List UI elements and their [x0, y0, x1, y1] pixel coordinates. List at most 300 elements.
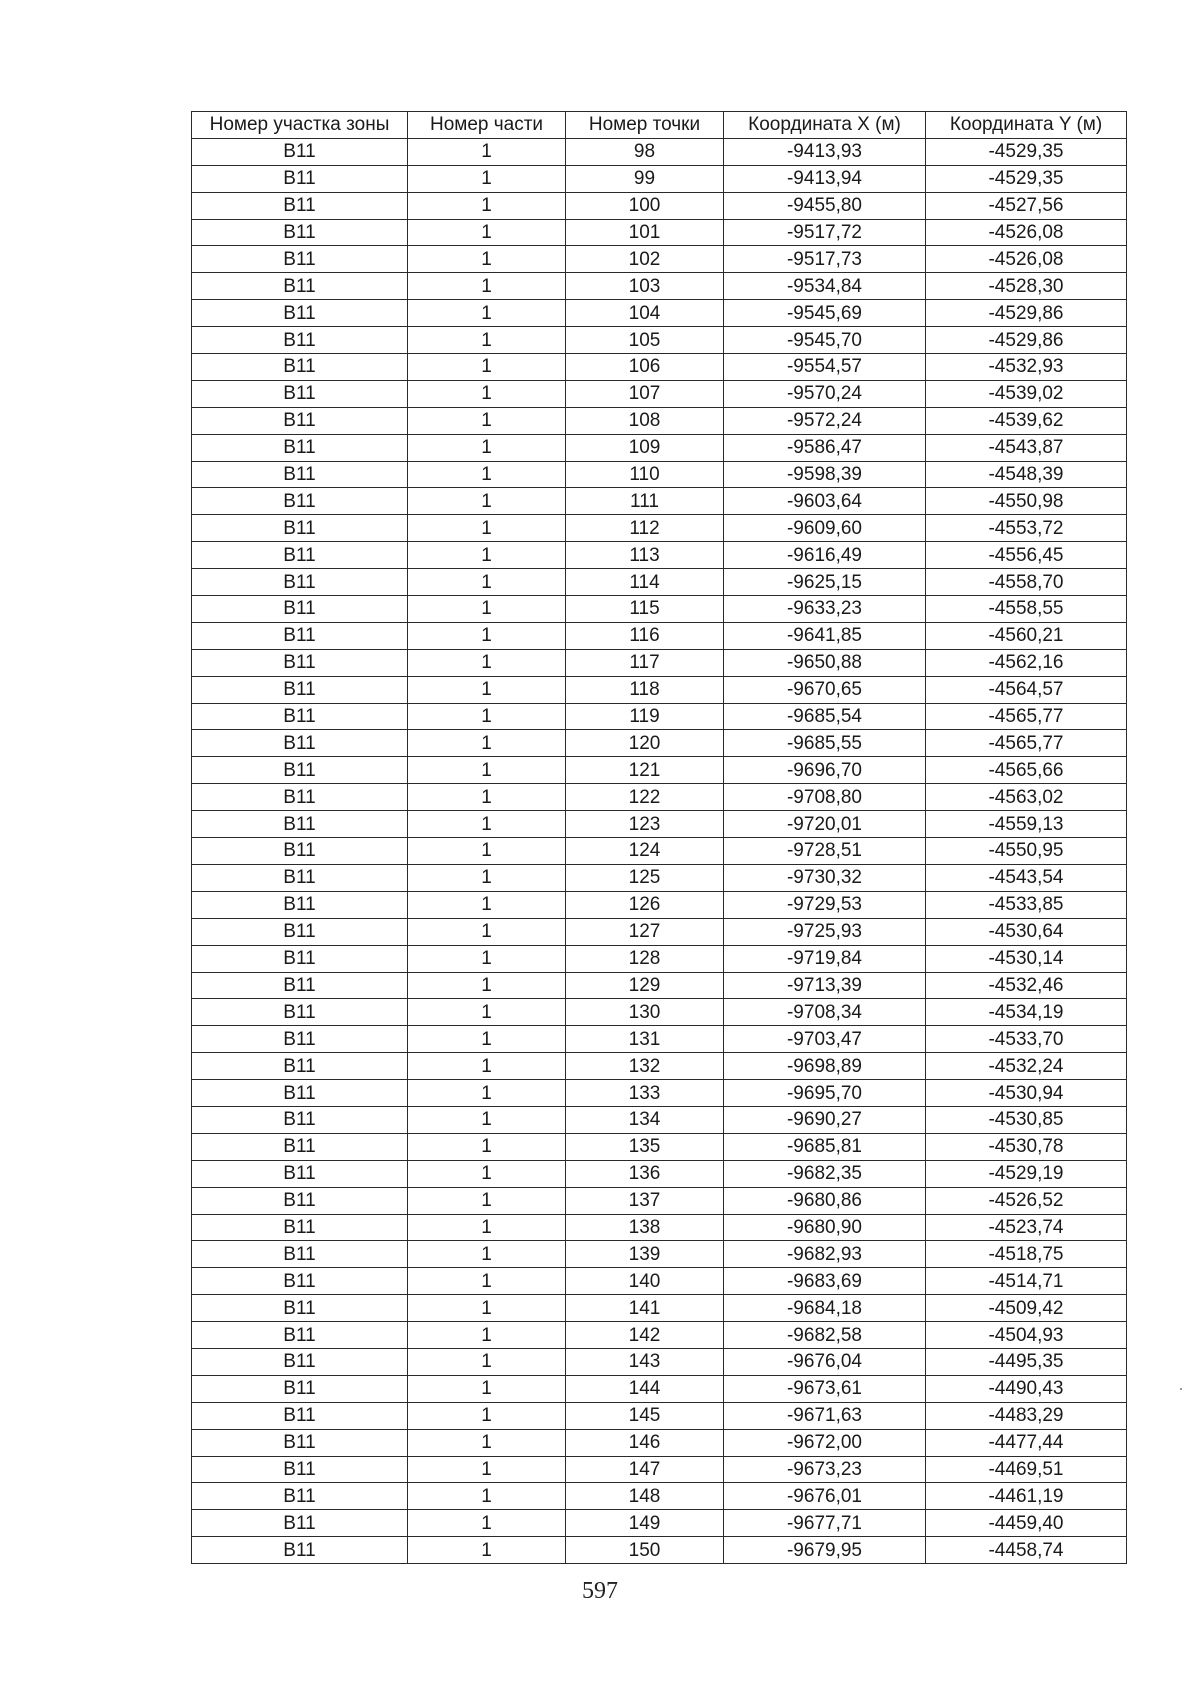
zone-section-number-cell: В11 — [192, 515, 408, 542]
part-number-cell: 1 — [408, 461, 566, 488]
zone-section-number-cell: В11 — [192, 1402, 408, 1429]
page-number: 597 — [582, 1578, 618, 1604]
coordinate-x-cell: -9545,69 — [724, 300, 926, 327]
coordinate-y-cell: -4559,13 — [926, 811, 1127, 838]
part-number-cell: 1 — [408, 1133, 566, 1160]
point-number-cell: 129 — [566, 972, 724, 999]
coordinate-y-cell: -4550,95 — [926, 838, 1127, 865]
table-row — [192, 703, 1127, 730]
point-number-cell: 116 — [566, 622, 724, 649]
part-number-cell: 1 — [408, 542, 566, 569]
table-row — [192, 676, 1127, 703]
table-row — [192, 354, 1127, 381]
zone-section-number-cell: В11 — [192, 838, 408, 865]
zone-section-number-cell: В11 — [192, 1429, 408, 1456]
coordinate-y-cell: -4534,19 — [926, 999, 1127, 1026]
zone-section-number-cell: В11 — [192, 354, 408, 381]
coordinate-y-cell: -4477,44 — [926, 1429, 1127, 1456]
table-row — [192, 999, 1127, 1026]
table-row — [192, 596, 1127, 623]
coordinate-y-cell: -4526,52 — [926, 1187, 1127, 1214]
point-number-cell: 132 — [566, 1053, 724, 1080]
point-number-cell: 143 — [566, 1348, 724, 1375]
point-number-cell: 150 — [566, 1537, 724, 1564]
table-row — [192, 972, 1127, 999]
zone-section-number-cell: В11 — [192, 542, 408, 569]
point-number-cell: 126 — [566, 891, 724, 918]
part-number-cell: 1 — [408, 784, 566, 811]
coordinate-x-cell: -9698,89 — [724, 1053, 926, 1080]
part-number-cell: 1 — [408, 1026, 566, 1053]
point-number-cell: 125 — [566, 864, 724, 891]
point-number-cell: 115 — [566, 596, 724, 623]
coordinate-x-cell: -9517,73 — [724, 246, 926, 273]
coordinate-y-cell: -4495,35 — [926, 1348, 1127, 1375]
coordinate-y-cell: -4459,40 — [926, 1510, 1127, 1537]
coordinate-x-cell: -9677,71 — [724, 1510, 926, 1537]
header-part-number: Номер части — [408, 112, 566, 139]
point-number-cell: 133 — [566, 1080, 724, 1107]
part-number-cell: 1 — [408, 1214, 566, 1241]
zone-section-number-cell: В11 — [192, 596, 408, 623]
coordinate-x-cell: -9708,80 — [724, 784, 926, 811]
point-number-cell: 123 — [566, 811, 724, 838]
zone-section-number-cell: В11 — [192, 703, 408, 730]
table-row — [192, 192, 1127, 219]
table-row — [192, 1348, 1127, 1375]
part-number-cell: 1 — [408, 515, 566, 542]
point-number-cell: 142 — [566, 1322, 724, 1349]
scan-speck — [1180, 1388, 1182, 1390]
part-number-cell: 1 — [408, 1268, 566, 1295]
coordinate-y-cell: -4530,14 — [926, 945, 1127, 972]
coordinate-x-cell: -9680,86 — [724, 1187, 926, 1214]
part-number-cell: 1 — [408, 945, 566, 972]
zone-section-number-cell: В11 — [192, 1160, 408, 1187]
point-number-cell: 114 — [566, 569, 724, 596]
table-row — [192, 1429, 1127, 1456]
table-body — [192, 138, 1127, 1563]
table-row — [192, 757, 1127, 784]
table-row — [192, 434, 1127, 461]
part-number-cell: 1 — [408, 1375, 566, 1402]
zone-section-number-cell: В11 — [192, 273, 408, 300]
coordinate-y-cell: -4526,08 — [926, 219, 1127, 246]
part-number-cell: 1 — [408, 972, 566, 999]
point-number-cell: 98 — [566, 138, 724, 165]
zone-section-number-cell: В11 — [192, 622, 408, 649]
table-row — [192, 461, 1127, 488]
point-number-cell: 110 — [566, 461, 724, 488]
zone-section-number-cell: В11 — [192, 1537, 408, 1564]
coordinate-x-cell: -9633,23 — [724, 596, 926, 623]
table-row — [192, 1483, 1127, 1510]
coordinate-y-cell: -4553,72 — [926, 515, 1127, 542]
coordinate-y-cell: -4539,02 — [926, 380, 1127, 407]
coordinate-y-cell: -4533,85 — [926, 891, 1127, 918]
point-number-cell: 113 — [566, 542, 724, 569]
coordinate-x-cell: -9545,70 — [724, 327, 926, 354]
point-number-cell: 141 — [566, 1295, 724, 1322]
coordinate-x-cell: -9680,90 — [724, 1214, 926, 1241]
coordinate-x-cell: -9682,58 — [724, 1322, 926, 1349]
coordinate-y-cell: -4529,86 — [926, 327, 1127, 354]
coordinate-y-cell: -4469,51 — [926, 1456, 1127, 1483]
point-number-cell: 109 — [566, 434, 724, 461]
coordinate-x-cell: -9728,51 — [724, 838, 926, 865]
table-row — [192, 300, 1127, 327]
table-row — [192, 1402, 1127, 1429]
coordinate-x-cell: -9673,61 — [724, 1375, 926, 1402]
coordinate-x-cell: -9572,24 — [724, 407, 926, 434]
zone-section-number-cell: В11 — [192, 1456, 408, 1483]
table-row — [192, 1133, 1127, 1160]
table-row — [192, 327, 1127, 354]
header-coordinate-x: Координата X (м) — [724, 112, 926, 139]
zone-section-number-cell: В11 — [192, 165, 408, 192]
part-number-cell: 1 — [408, 1295, 566, 1322]
table-header — [192, 112, 1127, 139]
zone-section-number-cell: В11 — [192, 1348, 408, 1375]
coordinate-y-cell: -4532,24 — [926, 1053, 1127, 1080]
coordinate-x-cell: -9676,01 — [724, 1483, 926, 1510]
zone-section-number-cell: В11 — [192, 730, 408, 757]
part-number-cell: 1 — [408, 1348, 566, 1375]
table-row — [192, 1241, 1127, 1268]
table-row — [192, 1456, 1127, 1483]
coordinate-y-cell: -4514,71 — [926, 1268, 1127, 1295]
zone-section-number-cell: В11 — [192, 1187, 408, 1214]
coordinate-x-cell: -9517,72 — [724, 219, 926, 246]
coordinate-y-cell: -4543,87 — [926, 434, 1127, 461]
point-number-cell: 99 — [566, 165, 724, 192]
coordinate-x-cell: -9685,54 — [724, 703, 926, 730]
zone-section-number-cell: В11 — [192, 407, 408, 434]
table-row — [192, 1375, 1127, 1402]
coordinate-y-cell: -4563,02 — [926, 784, 1127, 811]
part-number-cell: 1 — [408, 354, 566, 381]
zone-section-number-cell: В11 — [192, 1483, 408, 1510]
zone-section-number-cell: В11 — [192, 1510, 408, 1537]
coordinate-x-cell: -9729,53 — [724, 891, 926, 918]
point-number-cell: 130 — [566, 999, 724, 1026]
table-row — [192, 838, 1127, 865]
zone-section-number-cell: В11 — [192, 1268, 408, 1295]
coordinate-y-cell: -4530,78 — [926, 1133, 1127, 1160]
coordinate-x-cell: -9725,93 — [724, 918, 926, 945]
part-number-cell: 1 — [408, 649, 566, 676]
table-row — [192, 542, 1127, 569]
part-number-cell: 1 — [408, 273, 566, 300]
coordinate-y-cell: -4530,85 — [926, 1106, 1127, 1133]
point-number-cell: 120 — [566, 730, 724, 757]
zone-section-number-cell: В11 — [192, 1295, 408, 1322]
coordinate-x-cell: -9720,01 — [724, 811, 926, 838]
zone-section-number-cell: В11 — [192, 434, 408, 461]
part-number-cell: 1 — [408, 1053, 566, 1080]
part-number-cell: 1 — [408, 246, 566, 273]
part-number-cell: 1 — [408, 1483, 566, 1510]
table-row — [192, 622, 1127, 649]
table-row — [192, 1187, 1127, 1214]
zone-section-number-cell: В11 — [192, 569, 408, 596]
coordinate-x-cell: -9682,93 — [724, 1241, 926, 1268]
zone-section-number-cell: В11 — [192, 649, 408, 676]
coordinate-x-cell: -9719,84 — [724, 945, 926, 972]
table-row — [192, 1214, 1127, 1241]
coordinate-x-cell: -9570,24 — [724, 380, 926, 407]
coordinate-x-cell: -9684,18 — [724, 1295, 926, 1322]
zone-section-number-cell: В11 — [192, 246, 408, 273]
coordinate-y-cell: -4458,74 — [926, 1537, 1127, 1564]
zone-section-number-cell: В11 — [192, 1026, 408, 1053]
coordinate-y-cell: -4529,35 — [926, 138, 1127, 165]
zone-section-number-cell: В11 — [192, 811, 408, 838]
part-number-cell: 1 — [408, 1429, 566, 1456]
coordinate-y-cell: -4556,45 — [926, 542, 1127, 569]
zone-section-number-cell: В11 — [192, 1241, 408, 1268]
header-row — [192, 112, 1127, 139]
part-number-cell: 1 — [408, 918, 566, 945]
coordinate-x-cell: -9696,70 — [724, 757, 926, 784]
table-row — [192, 649, 1127, 676]
coordinate-x-cell: -9641,85 — [724, 622, 926, 649]
point-number-cell: 106 — [566, 354, 724, 381]
coordinate-x-cell: -9708,34 — [724, 999, 926, 1026]
part-number-cell: 1 — [408, 1402, 566, 1429]
part-number-cell: 1 — [408, 1187, 566, 1214]
point-number-cell: 139 — [566, 1241, 724, 1268]
point-number-cell: 136 — [566, 1160, 724, 1187]
zone-section-number-cell: В11 — [192, 757, 408, 784]
coordinate-y-cell: -4565,66 — [926, 757, 1127, 784]
part-number-cell: 1 — [408, 434, 566, 461]
part-number-cell: 1 — [408, 219, 566, 246]
coordinate-x-cell: -9703,47 — [724, 1026, 926, 1053]
point-number-cell: 138 — [566, 1214, 724, 1241]
coordinate-x-cell: -9603,64 — [724, 488, 926, 515]
part-number-cell: 1 — [408, 569, 566, 596]
part-number-cell: 1 — [408, 999, 566, 1026]
part-number-cell: 1 — [408, 300, 566, 327]
coordinate-y-cell: -4530,94 — [926, 1080, 1127, 1107]
coordinate-y-cell: -4533,70 — [926, 1026, 1127, 1053]
coordinate-y-cell: -4529,19 — [926, 1160, 1127, 1187]
table-row — [192, 945, 1127, 972]
point-number-cell: 105 — [566, 327, 724, 354]
coordinate-y-cell: -4530,64 — [926, 918, 1127, 945]
part-number-cell: 1 — [408, 757, 566, 784]
coordinate-x-cell: -9683,69 — [724, 1268, 926, 1295]
table-row — [192, 165, 1127, 192]
table-row — [192, 273, 1127, 300]
point-number-cell: 108 — [566, 407, 724, 434]
coordinate-y-cell: -4483,29 — [926, 1402, 1127, 1429]
zone-section-number-cell: В11 — [192, 488, 408, 515]
zone-section-number-cell: В11 — [192, 972, 408, 999]
table-row — [192, 1295, 1127, 1322]
header-coordinate-y: Координата Y (м) — [926, 112, 1127, 139]
header-point-number: Номер точки — [566, 112, 724, 139]
coordinate-y-cell: -4562,16 — [926, 649, 1127, 676]
point-number-cell: 147 — [566, 1456, 724, 1483]
zone-section-number-cell: В11 — [192, 1106, 408, 1133]
part-number-cell: 1 — [408, 1241, 566, 1268]
table-row — [192, 219, 1127, 246]
zone-section-number-cell: В11 — [192, 1322, 408, 1349]
coordinate-y-cell: -4529,86 — [926, 300, 1127, 327]
zone-section-number-cell: В11 — [192, 864, 408, 891]
coordinate-x-cell: -9650,88 — [724, 649, 926, 676]
part-number-cell: 1 — [408, 596, 566, 623]
coordinate-x-cell: -9554,57 — [724, 354, 926, 381]
coordinate-y-cell: -4461,19 — [926, 1483, 1127, 1510]
coordinate-x-cell: -9586,47 — [724, 434, 926, 461]
table-row — [192, 380, 1127, 407]
coordinate-y-cell: -4564,57 — [926, 676, 1127, 703]
table-row — [192, 488, 1127, 515]
point-number-cell: 112 — [566, 515, 724, 542]
point-number-cell: 122 — [566, 784, 724, 811]
table-row — [192, 1106, 1127, 1133]
coordinate-x-cell: -9413,93 — [724, 138, 926, 165]
coordinate-y-cell: -4543,54 — [926, 864, 1127, 891]
coordinate-y-cell: -4527,56 — [926, 192, 1127, 219]
part-number-cell: 1 — [408, 1456, 566, 1483]
coordinate-x-cell: -9685,81 — [724, 1133, 926, 1160]
point-number-cell: 140 — [566, 1268, 724, 1295]
part-number-cell: 1 — [408, 407, 566, 434]
zone-section-number-cell: В11 — [192, 327, 408, 354]
point-number-cell: 111 — [566, 488, 724, 515]
coordinate-y-cell: -4523,74 — [926, 1214, 1127, 1241]
point-number-cell: 100 — [566, 192, 724, 219]
coordinate-y-cell: -4509,42 — [926, 1295, 1127, 1322]
part-number-cell: 1 — [408, 380, 566, 407]
point-number-cell: 119 — [566, 703, 724, 730]
point-number-cell: 107 — [566, 380, 724, 407]
part-number-cell: 1 — [408, 1106, 566, 1133]
point-number-cell: 135 — [566, 1133, 724, 1160]
table-row — [192, 918, 1127, 945]
point-number-cell: 148 — [566, 1483, 724, 1510]
part-number-cell: 1 — [408, 622, 566, 649]
point-number-cell: 104 — [566, 300, 724, 327]
table-row — [192, 407, 1127, 434]
zone-section-number-cell: В11 — [192, 461, 408, 488]
coordinate-y-cell: -4532,46 — [926, 972, 1127, 999]
part-number-cell: 1 — [408, 891, 566, 918]
table-row — [192, 138, 1127, 165]
table-row — [192, 515, 1127, 542]
coordinate-y-cell: -4529,35 — [926, 165, 1127, 192]
coordinate-y-cell: -4504,93 — [926, 1322, 1127, 1349]
coordinate-y-cell: -4539,62 — [926, 407, 1127, 434]
coordinate-x-cell: -9671,63 — [724, 1402, 926, 1429]
zone-section-number-cell: В11 — [192, 1375, 408, 1402]
coordinate-x-cell: -9413,94 — [724, 165, 926, 192]
part-number-cell: 1 — [408, 1322, 566, 1349]
coordinate-x-cell: -9673,23 — [724, 1456, 926, 1483]
zone-section-number-cell: В11 — [192, 999, 408, 1026]
coordinate-x-cell: -9670,65 — [724, 676, 926, 703]
point-number-cell: 101 — [566, 219, 724, 246]
table-row — [192, 1510, 1127, 1537]
zone-section-number-cell: В11 — [192, 1080, 408, 1107]
coordinate-y-cell: -4558,70 — [926, 569, 1127, 596]
coordinate-y-cell: -4548,39 — [926, 461, 1127, 488]
part-number-cell: 1 — [408, 1080, 566, 1107]
coordinate-x-cell: -9676,04 — [724, 1348, 926, 1375]
coordinate-y-cell: -4550,98 — [926, 488, 1127, 515]
table-row — [192, 1537, 1127, 1564]
table-row — [192, 784, 1127, 811]
table-row — [192, 1160, 1127, 1187]
coordinate-x-cell: -9679,95 — [724, 1537, 926, 1564]
zone-section-number-cell: В11 — [192, 138, 408, 165]
point-number-cell: 144 — [566, 1375, 724, 1402]
zone-section-number-cell: В11 — [192, 676, 408, 703]
part-number-cell: 1 — [408, 838, 566, 865]
coordinate-x-cell: -9690,27 — [724, 1106, 926, 1133]
point-number-cell: 137 — [566, 1187, 724, 1214]
point-number-cell: 121 — [566, 757, 724, 784]
point-number-cell: 131 — [566, 1026, 724, 1053]
table-row — [192, 1026, 1127, 1053]
part-number-cell: 1 — [408, 192, 566, 219]
part-number-cell: 1 — [408, 1537, 566, 1564]
part-number-cell: 1 — [408, 165, 566, 192]
coordinate-x-cell: -9455,80 — [724, 192, 926, 219]
zone-section-number-cell: В11 — [192, 918, 408, 945]
part-number-cell: 1 — [408, 138, 566, 165]
zone-section-number-cell: В11 — [192, 1133, 408, 1160]
zone-section-number-cell: В11 — [192, 1053, 408, 1080]
coordinate-x-cell: -9682,35 — [724, 1160, 926, 1187]
zone-section-number-cell: В11 — [192, 945, 408, 972]
table-row — [192, 1053, 1127, 1080]
zone-section-number-cell: В11 — [192, 891, 408, 918]
coordinate-y-cell: -4565,77 — [926, 730, 1127, 757]
coordinate-y-cell: -4518,75 — [926, 1241, 1127, 1268]
coordinate-x-cell: -9616,49 — [724, 542, 926, 569]
table-row — [192, 1080, 1127, 1107]
table-row — [192, 1322, 1127, 1349]
part-number-cell: 1 — [408, 1510, 566, 1537]
part-number-cell: 1 — [408, 488, 566, 515]
coordinate-y-cell: -4528,30 — [926, 273, 1127, 300]
table-row — [192, 864, 1127, 891]
table-row — [192, 811, 1127, 838]
coordinate-x-cell: -9713,39 — [724, 972, 926, 999]
table-row — [192, 246, 1127, 273]
point-number-cell: 118 — [566, 676, 724, 703]
part-number-cell: 1 — [408, 676, 566, 703]
point-number-cell: 146 — [566, 1429, 724, 1456]
coordinate-y-cell: -4565,77 — [926, 703, 1127, 730]
zone-section-number-cell: В11 — [192, 300, 408, 327]
point-number-cell: 117 — [566, 649, 724, 676]
point-number-cell: 103 — [566, 273, 724, 300]
part-number-cell: 1 — [408, 864, 566, 891]
coordinate-x-cell: -9672,00 — [724, 1429, 926, 1456]
coordinate-x-cell: -9625,15 — [724, 569, 926, 596]
coordinates-table — [191, 111, 1127, 1564]
part-number-cell: 1 — [408, 327, 566, 354]
point-number-cell: 124 — [566, 838, 724, 865]
table-row — [192, 891, 1127, 918]
header-zone-section-number: Номер участка зоны — [192, 112, 408, 139]
